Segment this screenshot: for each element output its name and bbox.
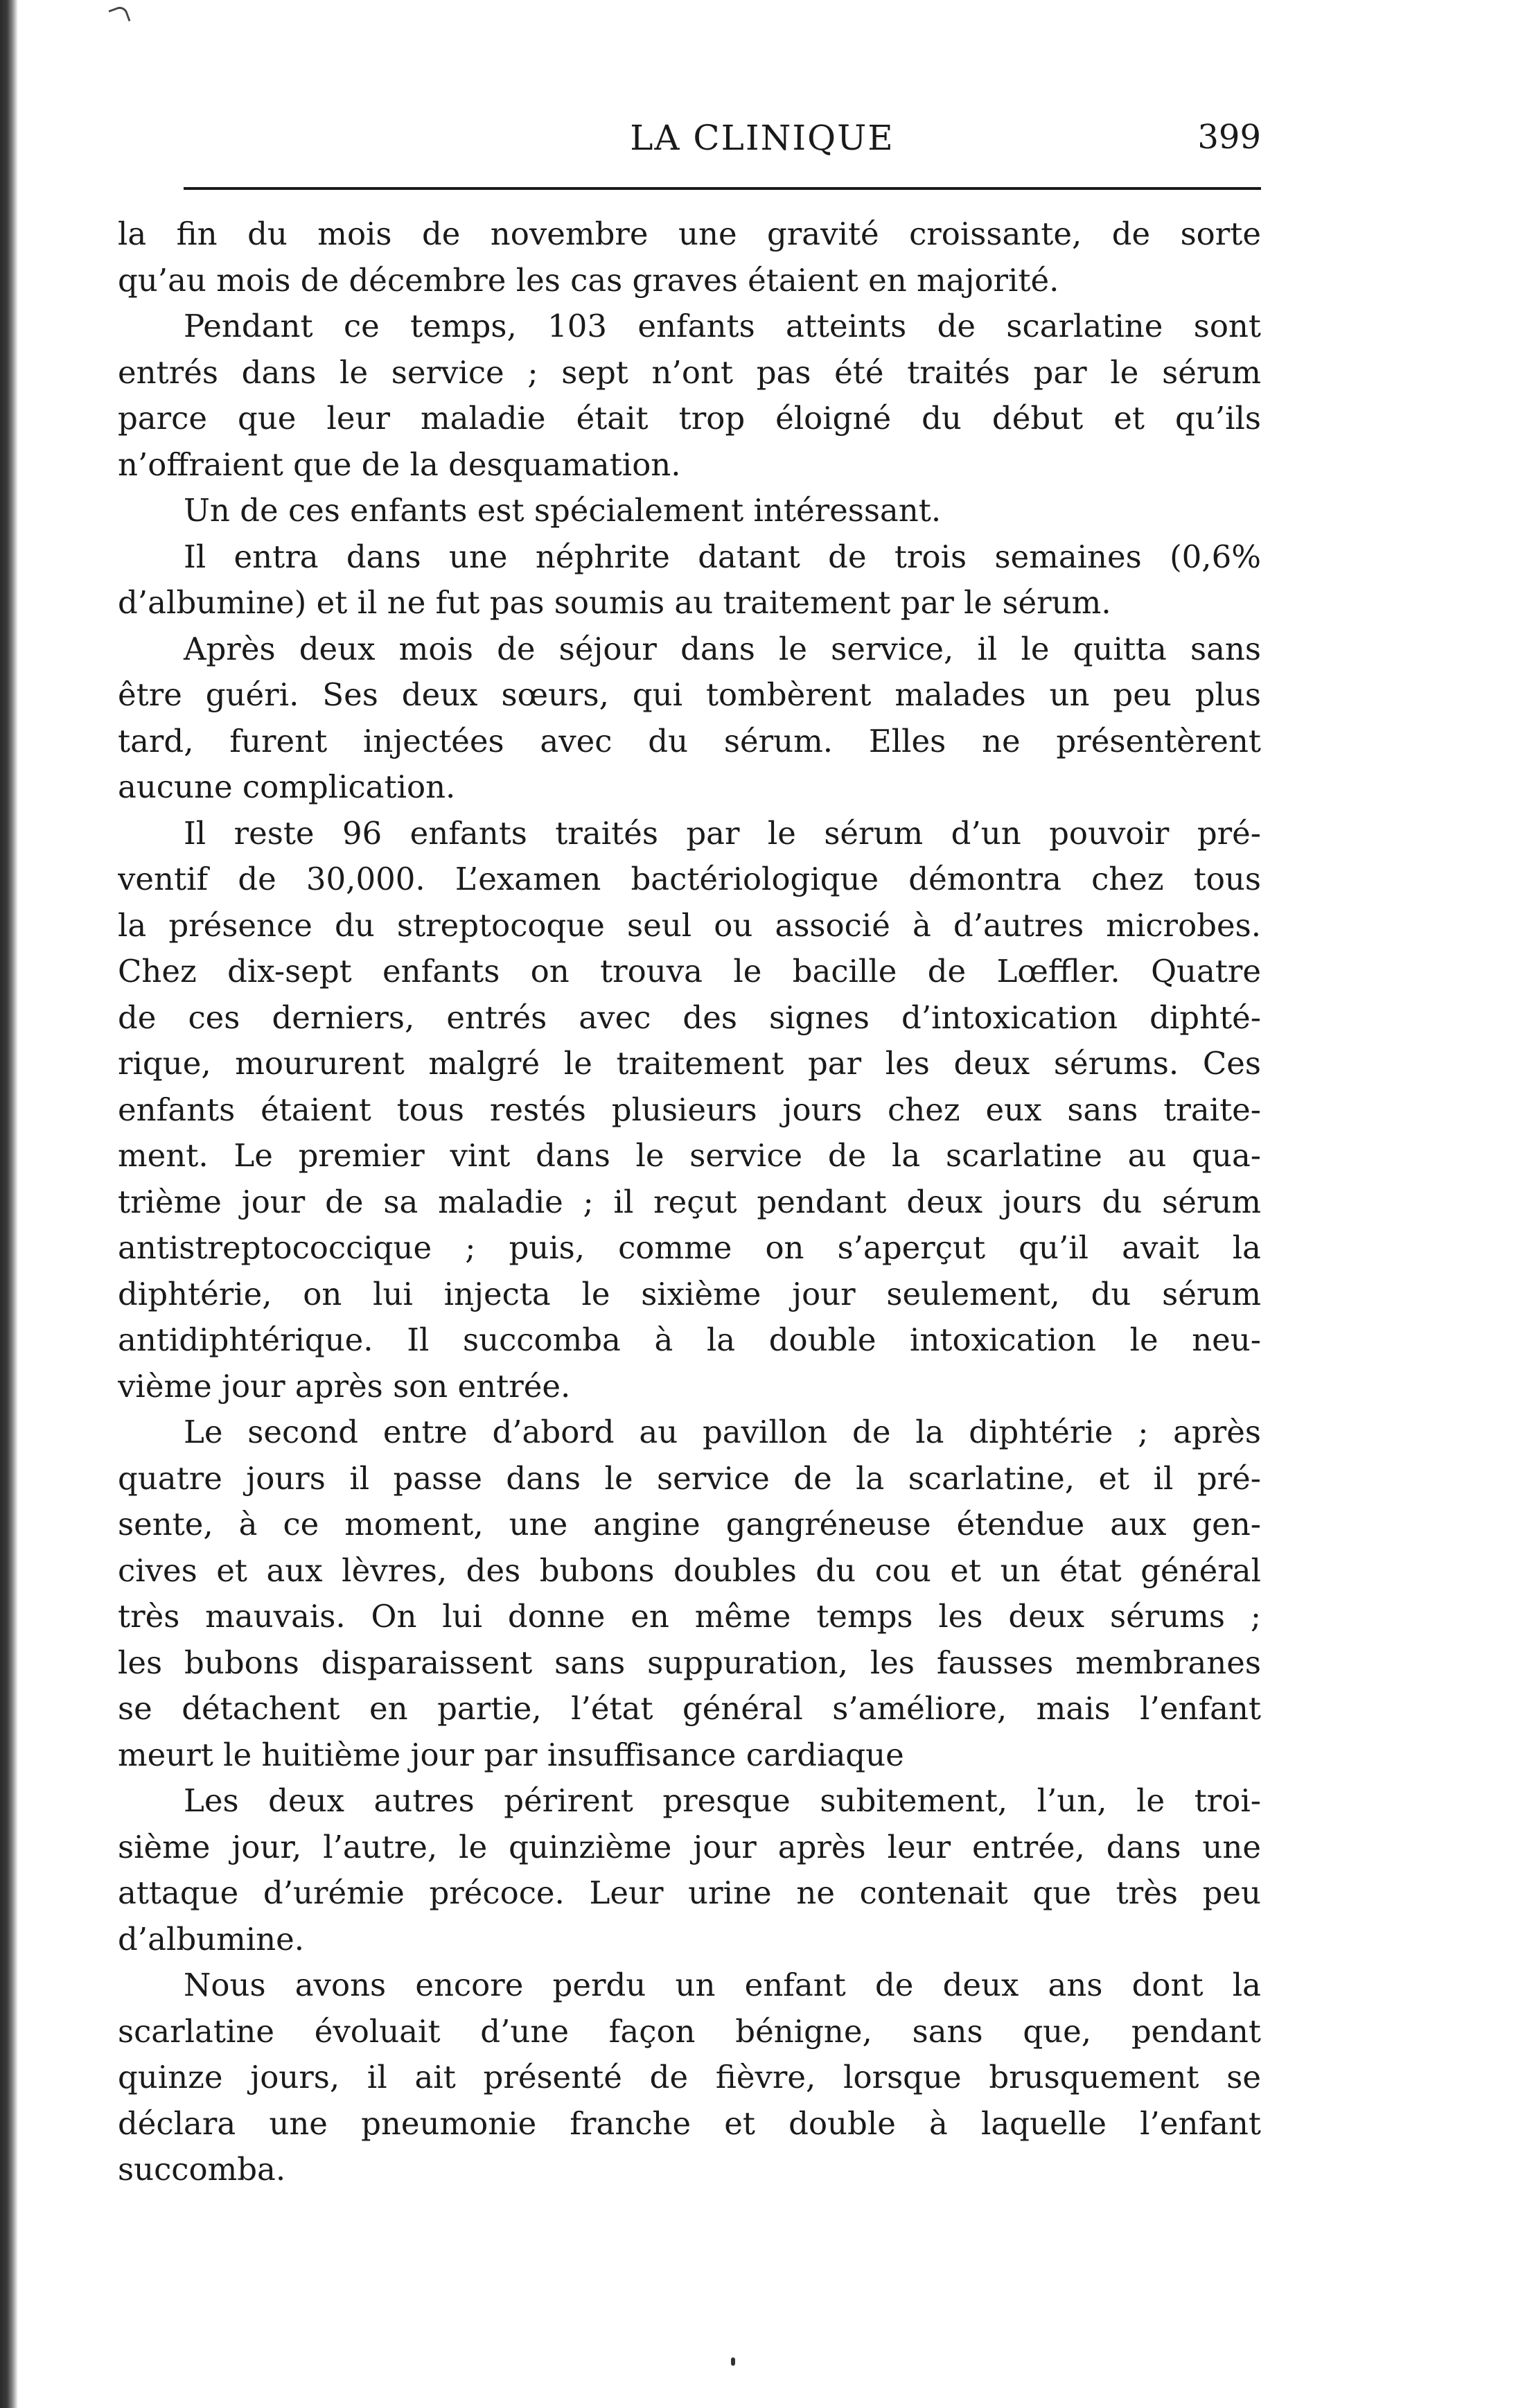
text-line: Il reste 96 enfants traités par le sérum d’un pouvoir pré- <box>184 814 1261 852</box>
text-line: ventif de 30,000. L’examen bactériologique démontra chez tous <box>118 861 1261 897</box>
text-line: antistreptococcique ; puis, comme on s’aperçut qu’il avait la <box>118 1229 1261 1266</box>
text-line: ment. Le premier vint dans le service de la scarlatine au qua- <box>118 1137 1261 1174</box>
corner-mark <box>108 4 130 26</box>
text-line: Nous avons encore perdu un enfant de deux ans dont la <box>184 1967 1261 2003</box>
text-line: antidiphtérique. Il succomba à la double intoxication le neu- <box>118 1321 1261 1358</box>
body-text <box>118 211 1261 2193</box>
text-line: aucune complication. <box>118 768 456 805</box>
text-line: sième jour, l’autre, le quinzième jour après leur entrée, dans une <box>118 1828 1261 1865</box>
running-title: LA CLINIQUE <box>630 118 894 158</box>
text-line: être guéri. Ses deux sœurs, qui tombèrent malades un peu plus <box>118 676 1261 713</box>
text-line: sente, à ce moment, une angine gangréneuse étendue aux gen- <box>118 1506 1261 1543</box>
text-line: Après deux mois de séjour dans le service, il le quitta sans <box>184 630 1261 667</box>
text-line: quinze jours, il ait présenté de fièvre, lorsque brusquement se <box>118 2059 1261 2095</box>
text-line: les bubons disparaissent sans suppuration, les fausses membranes <box>118 1644 1261 1681</box>
text-line: Pendant ce temps, 103 enfants atteints de scarlatine sont <box>184 308 1261 344</box>
text-line: diphtérie, on lui injecta le sixième jour seulement, du sérum <box>118 1275 1261 1312</box>
text-line: la présence du streptocoque seul ou associé à d’autres microbes. <box>118 906 1261 944</box>
text-line: vième jour après son entrée. <box>118 1367 571 1405</box>
text-line: attaque d’urémie précoce. Leur urine ne contenait que très peu <box>118 1874 1261 1911</box>
text-line: parce que leur maladie était trop éloigné du début et qu’ils <box>118 400 1261 437</box>
text-line: de ces derniers, entrés avec des signes d’intoxication diphté- <box>118 999 1261 1036</box>
text-line: succomba. <box>118 2151 286 2188</box>
text-line: déclara une pneumonie franche et double à laquelle l’enfant <box>118 2104 1261 2142</box>
text-line: d’albumine) et il ne fut pas soumis au traitement par le sérum. <box>118 584 1111 621</box>
page-number: 399 <box>1197 118 1261 157</box>
text-line: se détachent en partie, l’état général s’améliore, mais l’enfant <box>118 1690 1261 1727</box>
text-line: la fin du mois de novembre une gravité croissante, de sorte <box>118 216 1261 252</box>
text-line: entrés dans le service ; sept n’ont pas été traités par le sérum <box>118 353 1261 391</box>
text-line: enfants étaient tous restés plusieurs jours chez eux sans traite- <box>118 1091 1261 1128</box>
text-line: très mauvais. On lui donne en même temps les deux sérums ; <box>118 1598 1261 1635</box>
text-line: Un de ces enfants est spécialement intéressant. <box>184 492 942 529</box>
text-line: d’albumine. <box>118 1920 305 1958</box>
text-line: Le second entre d’abord au pavillon de la diphtérie ; après <box>184 1414 1261 1450</box>
page-binding-edge <box>0 0 18 2408</box>
running-header <box>118 118 1261 166</box>
header-rule <box>184 187 1261 190</box>
text-line: Les deux autres périrent presque subitement, l’un, le troi- <box>184 1782 1261 1819</box>
text-line: tard, furent injectées avec du sérum. Elles ne présentèrent <box>118 722 1261 759</box>
text-line: rique, moururent malgré le traitement par les deux sérums. Ces <box>118 1045 1261 1082</box>
text-line: trième jour de sa maladie ; il reçut pendant deux jours du sérum <box>118 1183 1261 1220</box>
text-line: meurt le huitième jour par insuffisance cardiaque <box>118 1736 904 1773</box>
text-line: n’offraient que de la desquamation. <box>118 446 681 483</box>
ink-speck <box>731 2357 735 2366</box>
text-line: qu’au mois de décembre les cas graves étaient en majorité. <box>118 261 1059 299</box>
text-line: Il entra dans une néphrite datant de trois semaines (0,6% <box>184 538 1261 575</box>
text-line: quatre jours il passe dans le service de la scarlatine, et il pré- <box>118 1459 1261 1497</box>
text-line: cives et aux lèvres, des bubons doubles du cou et un état général <box>118 1552 1261 1589</box>
text-line: scarlatine évoluait d’une façon bénigne, sans que, pendant <box>118 2012 1261 2050</box>
text-line: Chez dix-sept enfants on trouva le bacille de Lœffler. Quatre <box>118 953 1261 990</box>
